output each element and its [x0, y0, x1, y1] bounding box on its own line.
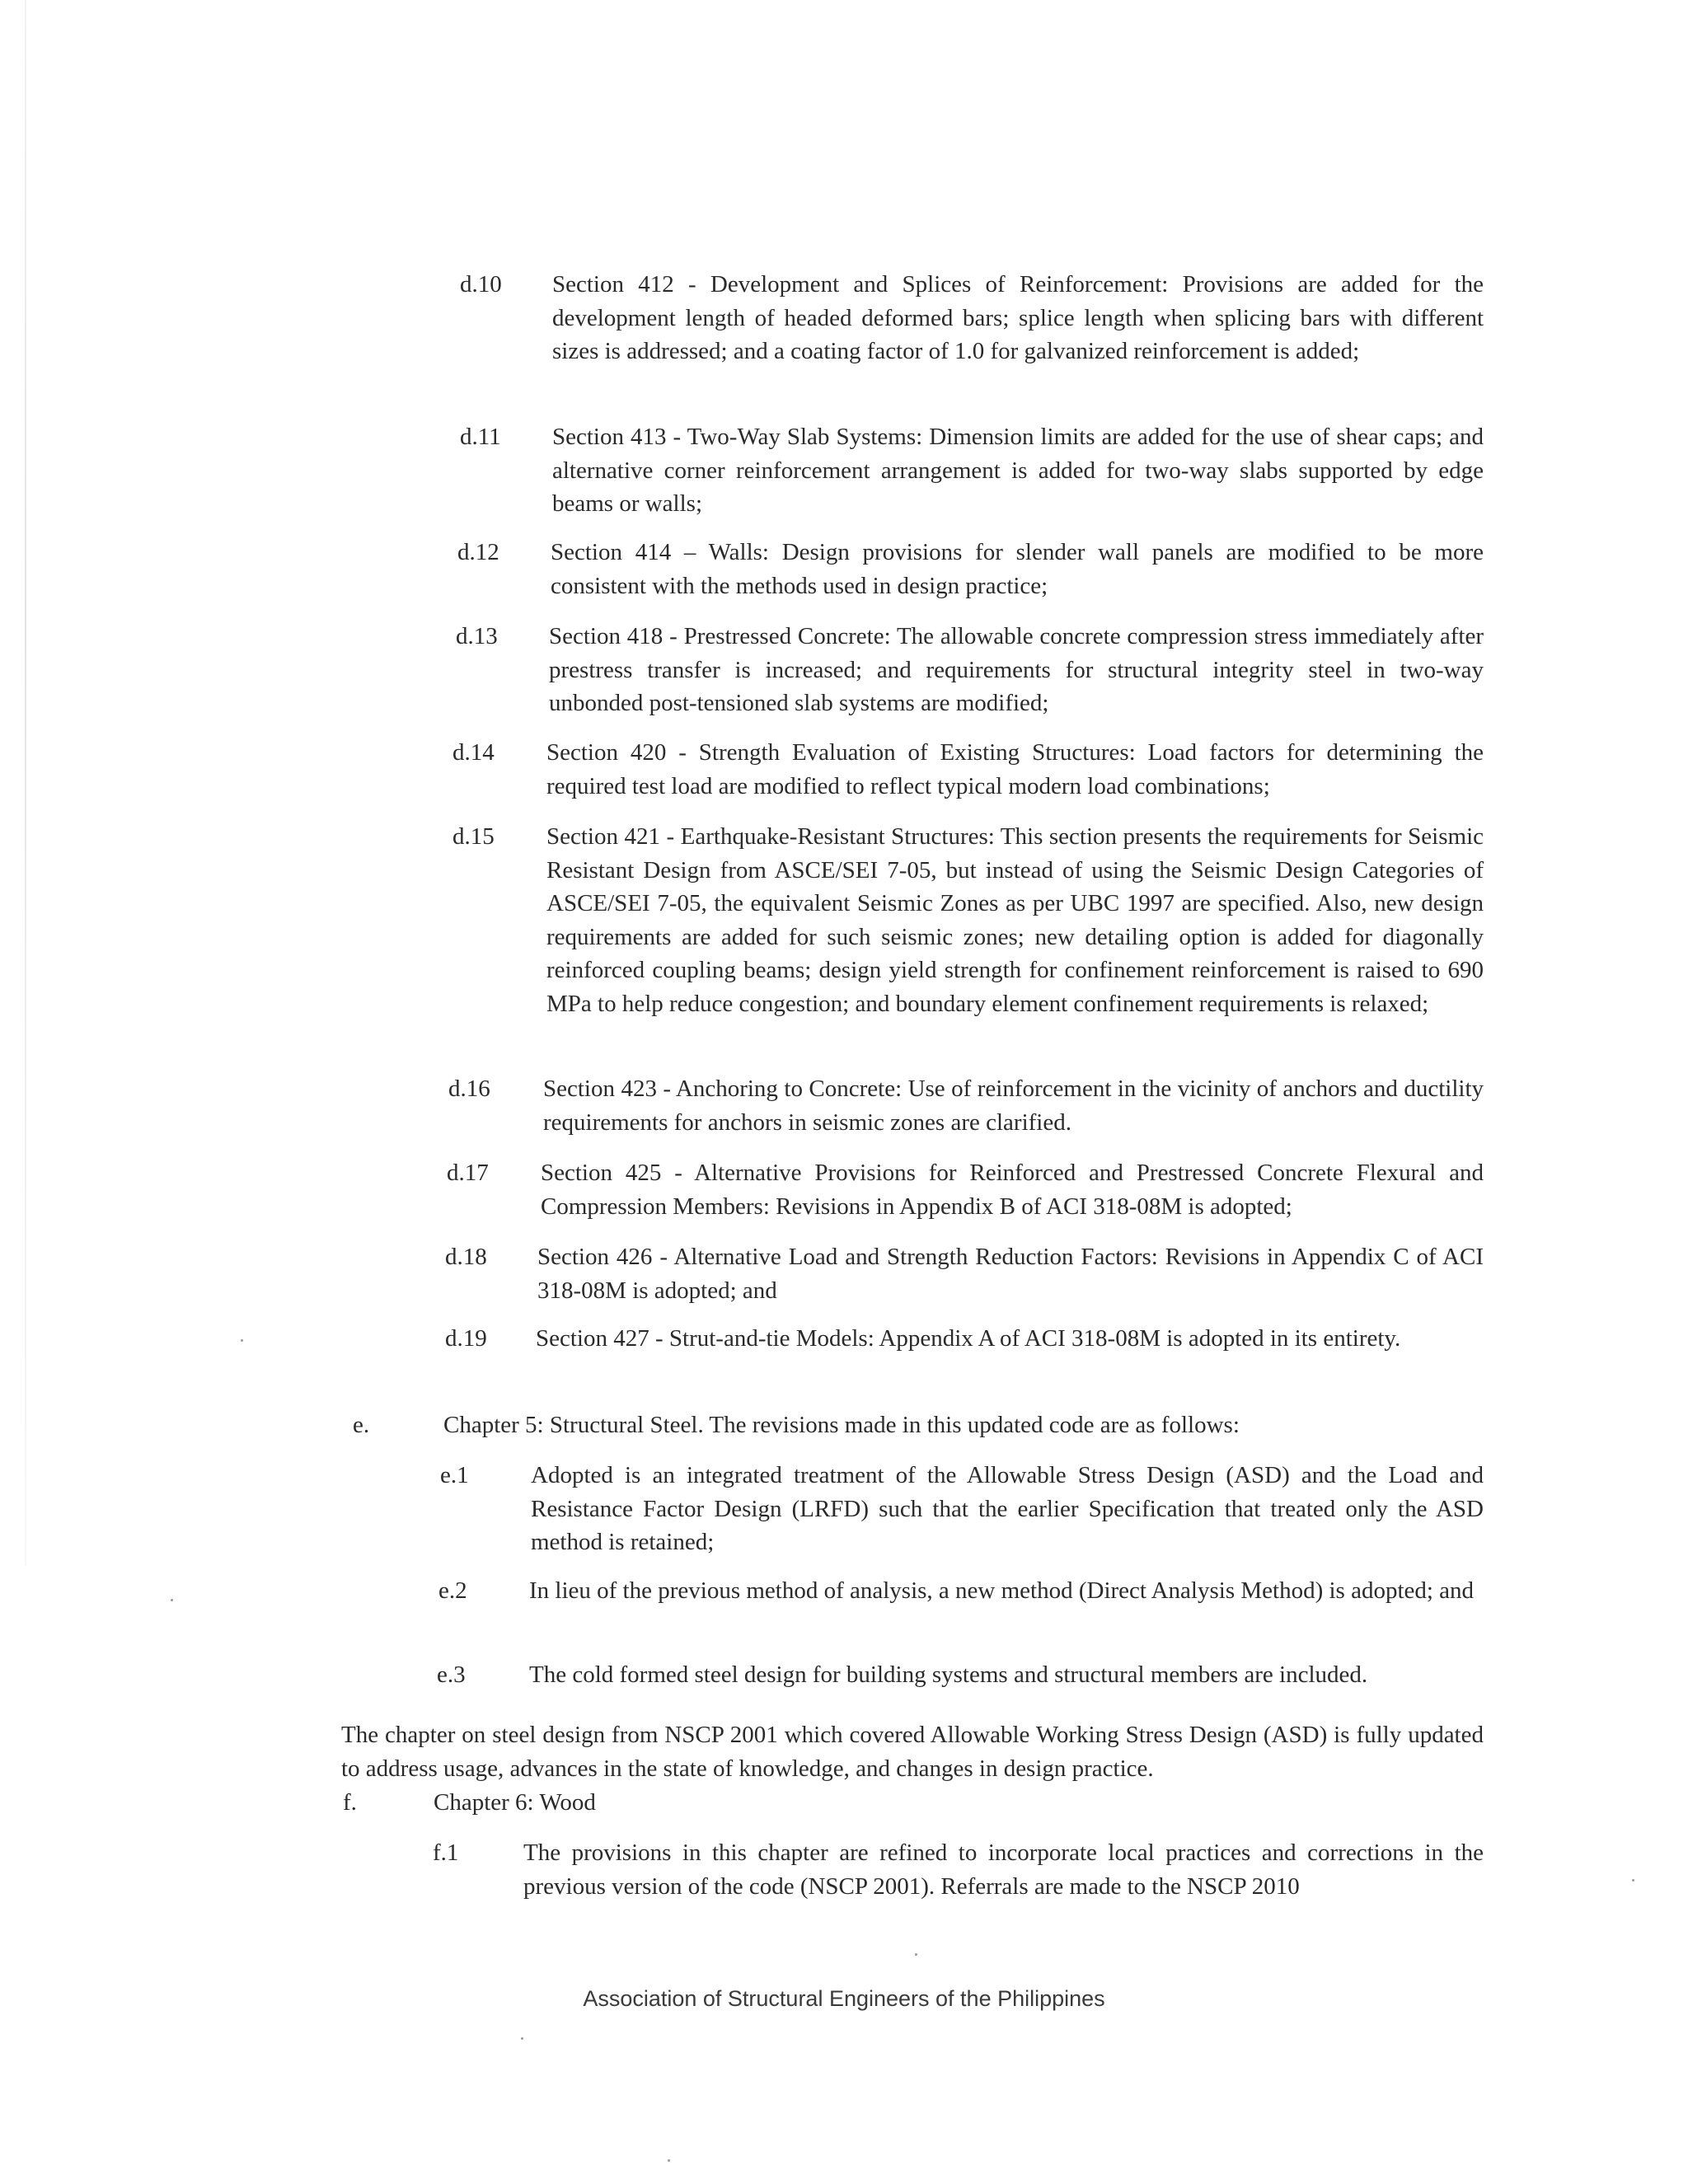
item-number: d.11 — [460, 424, 501, 450]
item-text: In lieu of the previous method of analysis, a new method (Direct Analysis Method) is adopted; and — [529, 1577, 1475, 1604]
list-item-e1 — [440, 1459, 1484, 1562]
item-number: d.14 — [452, 739, 495, 766]
list-item-d10 — [460, 268, 1484, 408]
list-item-d16 — [448, 1072, 1484, 1142]
item-number: d.19 — [445, 1325, 487, 1352]
item-number: e.3 — [437, 1661, 466, 1688]
item-number: f.1 — [433, 1840, 459, 1866]
item-text: Section 414 – Walls: Design provisions for slender wall panels are modified to be more consistent with the methods used in design practice; — [551, 539, 1484, 599]
list-item-d13 — [456, 620, 1484, 723]
item-text: Section 412 - Development and Splices of Reinforcement: Provisions are added for the development length of headed deformed bars; splice length when splicing bars with different sizes is addressed; and a coating factor of 1.0 for galvanized reinforcement is added; — [552, 271, 1484, 364]
list-item-d14 — [452, 736, 1484, 806]
item-number: f. — [343, 1789, 357, 1816]
scan-speck — [241, 1339, 243, 1342]
list-item-f — [343, 1786, 1484, 1823]
item-text: The cold formed steel design for building systems and structural members are included. — [529, 1661, 1368, 1688]
scan-speck — [915, 1953, 917, 1956]
item-number: d.15 — [452, 823, 495, 850]
item-text: Section 423 - Anchoring to Concrete: Use of reinforcement in the vicinity of anchors and ductility requirements for anchors in seismic zones are clarified. — [543, 1076, 1484, 1136]
item-text: Adopted is an integrated treatment of the Allowable Stress Design (ASD) and the Load and Resistance Factor Design (LRFD) such that the earlier Specification that treated only the ASD method is retained; — [531, 1462, 1484, 1555]
item-text: Chapter 6: Wood — [434, 1789, 596, 1816]
item-text: Section 413 - Two-Way Slab Systems: Dimension limits are added for the use of shear caps; and alternative corner reinforcement arrangement is added for two-way slabs supported by edge beams or walls; — [552, 424, 1484, 517]
scan-speck — [668, 2159, 670, 2162]
item-text: Section 426 - Alternative Load and Strength Reduction Factors: Revisions in Appendix C of ACI 318-08M is adopted; and — [537, 1244, 1484, 1304]
item-text: Section 418 - Prestressed Concrete: The allowable concrete compression stress immediately after prestress transfer is increased; and requirements for structural integrity steel in two-way unbonded post-tensioned slab systems are modified; — [549, 623, 1484, 716]
item-text: Section 427 - Strut-and-tie Models: Appendix A of ACI 318-08M is adopted in its entirety. — [536, 1325, 1401, 1352]
item-text: Chapter 5: Structural Steel. The revisions made in this updated code are as follows: — [443, 1412, 1240, 1438]
list-item-e2 — [438, 1574, 1484, 1644]
scan-speck — [1632, 1879, 1634, 1882]
item-number: e. — [353, 1412, 370, 1438]
list-item-d18 — [445, 1240, 1484, 1310]
list-item-d11 — [460, 420, 1484, 523]
steel-design-paragraph: The chapter on steel design from NSCP 2001 which covered Allowable Working Stress Design (ASD) is fully updated to address usage, advances in the state of knowledge, and changes in design practice. — [341, 1722, 1484, 1782]
list-item-e3 — [437, 1658, 1484, 1695]
item-number: e.1 — [440, 1462, 469, 1488]
list-item-d19 — [445, 1322, 1484, 1392]
list-item-d12 — [457, 536, 1484, 606]
item-number: d.18 — [445, 1244, 487, 1270]
list-item-d17 — [447, 1156, 1484, 1226]
scan-speck — [521, 2037, 523, 2040]
item-number: d.10 — [460, 271, 502, 298]
item-number: d.13 — [456, 623, 498, 649]
list-item-e — [353, 1408, 1484, 1446]
page-footer: Association of Structural Engineers of the Philippines — [583, 1986, 1105, 2011]
scan-edge-artifact — [25, 0, 26, 1566]
item-number: e.2 — [438, 1577, 467, 1604]
item-number: d.16 — [448, 1076, 490, 1102]
item-text: Section 421 - Earthquake-Resistant Structures: This section presents the requirements for Seismic Resistant Design from ASCE/SEI 7-05, but instead of using the Seismic Design Categories of ASCE/SEI 7-05, the equivalent Seismic Zones as per UBC 1997 are specified. Also, new design requirements are added for such seismic zones; new detailing option is added for diagonally reinforced coupling beams; design yield strength for confinement reinforcement is raised to 690 MPa to help reduce congestion; and boundary element confinement requirements is relaxed; — [546, 823, 1484, 1017]
list-item-d15 — [452, 820, 1484, 1063]
scan-speck — [171, 1599, 173, 1601]
item-number: d.17 — [447, 1160, 489, 1186]
item-text: The provisions in this chapter are refined to incorporate local practices and corrections in the previous version of the code (NSCP 2001). Referrals are made to the NSCP 2010 — [523, 1840, 1484, 1900]
item-number: d.12 — [457, 539, 499, 565]
item-text: Section 425 - Alternative Provisions for Reinforced and Prestressed Concrete Flexural and Compression Members: Revisions in Appendix B of ACI 318-08M is adopted; — [541, 1160, 1484, 1220]
item-text: Section 420 - Strength Evaluation of Existing Structures: Load factors for determining the required test load are modified to reflect typical modern load combinations; — [546, 739, 1484, 799]
list-item-f1 — [433, 1836, 1484, 1906]
